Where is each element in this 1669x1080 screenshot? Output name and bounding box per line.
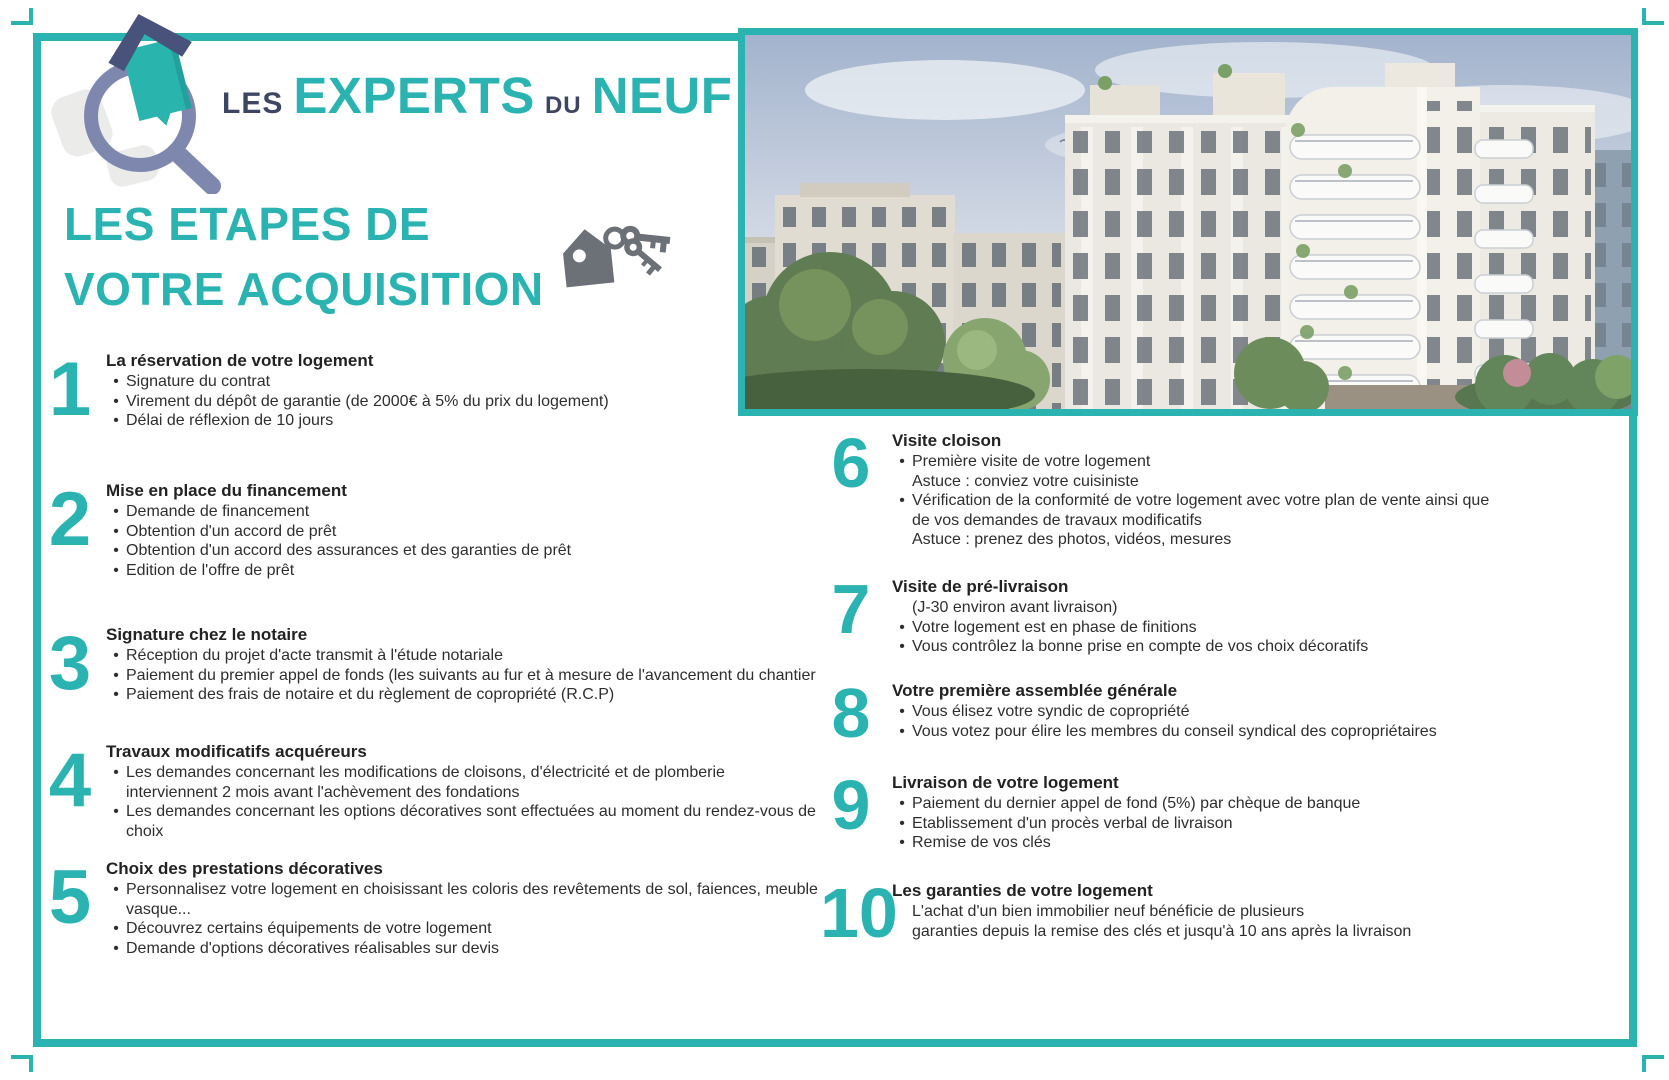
step-item-text: Demande d'options décoratives réalisables sur devis [126,939,500,957]
step-3 [44,621,820,706]
step-content [892,772,1500,853]
house-keys-icon [552,210,683,310]
step-item [892,472,1500,492]
step-item-text: Personnalisez votre logement en choisissant les coloris des revêtements de sol, faiences, meuble vasque... [126,881,818,918]
bullet-spacer [892,922,912,942]
step-content [106,741,820,841]
bullet-dot: • [113,666,119,684]
step-heading: La réservation de votre logement [106,351,374,370]
step-number: 5 [48,855,92,940]
step-item [106,802,820,841]
step-item-text: Vous élisez votre syndic de copropriété [912,703,1190,720]
wordmark-neuf: NEUF [591,67,733,124]
step-heading: Les garanties de votre logement [892,881,1153,900]
step-heading: Votre première assemblée générale [892,681,1178,700]
step-item [892,452,1500,472]
step-number: 7 [831,570,871,648]
step-item-text: Réception du projet d'acte transmit à l'étude notariale [126,647,503,664]
bullet-dot: • [113,412,119,429]
step-item-text: Découvrez certains équipements de votre logement [126,920,492,937]
step-item [892,637,1500,657]
bullet-dot: • [113,522,119,540]
step-number: 8 [831,674,871,752]
step-item-text: Paiement des frais de notaire et du règlement de copropriété (R.C.P) [126,686,615,703]
bullet-dot: • [899,618,905,636]
step-number: 6 [831,424,871,502]
step-item-text: L'achat d'un bien immobilier neuf bénéficie de plusieurs [912,903,1305,920]
bullet-dot: • [899,834,905,851]
step-heading: Signature chez le notaire [106,625,308,644]
step-item-text: (J-30 environ avant livraison) [912,599,1118,616]
wordmark-du: DU [544,92,582,119]
corner-mark-bottom-left [11,1055,33,1072]
step-item [106,502,820,522]
bullet-spacer [892,598,912,618]
bullet-dot: • [113,373,119,390]
bullet-dot: • [113,542,119,559]
corner-mark-top-right [1642,8,1664,25]
step-item-text: Paiement du dernier appel de fond (5%) par chèque de banque [912,795,1361,812]
step-1 [44,347,820,432]
step-item [106,685,820,705]
magnifier-house-icon [50,0,230,194]
step-item-text: Vous contrôlez la bonne prise en compte de vos choix décoratifs [912,638,1369,655]
step-item-text: Signature du contrat [126,373,271,390]
step-item-text: Vérification de la conformité de votre logement avec votre plan de vente ainsi que de vos demandes de travaux modificatifs [912,492,1490,529]
page-title [64,192,544,322]
bullet-dot: • [113,686,119,703]
step-item [892,794,1500,814]
step-heading: Visite de pré-livraison [892,577,1069,596]
bullet-spacer [892,472,912,492]
step-item [892,814,1500,834]
step-item-text: Vous votez pour élire les membres du conseil syndical des copropriétaires [912,722,1437,740]
step-number: 2 [48,477,92,562]
step-item-text: Paiement du premier appel de fonds (les suivants au fur et à mesure de l'avancement du chantier [126,666,816,684]
step-4 [44,738,820,841]
bullet-dot: • [113,881,119,898]
step-2 [44,477,820,580]
step-item-text: Astuce : prenez des photos, vidéos, mesures [912,531,1232,548]
step-item [892,922,1500,942]
step-item [892,902,1500,922]
step-content [106,480,820,580]
step-item-text: Votre logement est en phase de finitions [912,618,1197,636]
step-item [106,522,820,542]
corner-mark-top-left [11,8,33,25]
step-item [892,530,1500,550]
step-item-text: Demande de financement [126,503,310,520]
bullet-dot: • [113,764,119,781]
step-number: 9 [831,766,871,844]
step-item [106,392,820,412]
bullet-dot: • [899,703,905,720]
bullet-spacer [892,530,912,550]
step-heading: Visite cloison [892,431,1002,450]
step-item [106,372,820,392]
step-item-text: garanties depuis la remise des clés et jusqu'à 10 ans après la livraison [912,922,1412,940]
step-9 [820,766,1500,853]
wordmark-experts: EXPERTS [293,67,535,124]
bullet-dot: • [899,453,905,470]
step-item-text: Les demandes concernant les options décoratives sont effectuées au moment du rendez-vous de choix [126,803,816,840]
step-content [106,350,820,431]
step-item-text: Les demandes concernant les modifications de cloisons, d'électricité et de plomberie interviennent 2 mois avant l'achèvement des fondations [126,764,725,801]
step-heading: Mise en place du financement [106,481,347,500]
step-content [892,880,1500,941]
step-heading: Choix des prestations décoratives [106,859,383,878]
magnifier-house-svg [50,0,230,194]
building-photo [738,28,1638,416]
corner-mark-bottom-right [1642,1055,1664,1072]
step-6 [820,424,1500,550]
step-item [892,618,1500,638]
step-content [892,430,1500,550]
step-content [892,576,1500,657]
step-item [892,598,1500,618]
step-number: 1 [48,347,92,432]
step-item [106,939,820,959]
step-5 [44,855,820,958]
bullet-dot: • [113,803,119,820]
step-item [106,646,820,666]
step-item-text: Remise de vos clés [912,834,1051,851]
bullet-dot: • [113,939,119,957]
bullet-dot: • [899,722,905,740]
step-10 [820,874,1500,952]
step-heading: Travaux modificatifs acquéreurs [106,742,367,761]
step-item-text: Obtention d'un accord des assurances et des garanties de prêt [126,542,572,559]
step-item [106,541,820,561]
bullet-dot: • [113,503,119,520]
step-item-text: Virement du dépôt de garantie (de 2000€ à 5% du prix du logement) [126,392,609,410]
bullet-dot: • [899,795,905,812]
step-item [106,880,820,919]
wordmark-les: LES [222,87,284,120]
step-item [106,666,820,686]
bullet-dot: • [899,814,905,832]
bullet-spacer [892,902,912,922]
step-heading: Livraison de votre logement [892,773,1119,792]
step-item-text: Première visite de votre logement [912,453,1151,470]
step-8 [820,674,1500,752]
page-title-line1: LES ETAPES DE [64,198,431,250]
step-content [892,680,1500,741]
step-item [106,411,820,431]
step-number: 10 [820,874,898,952]
bullet-dot: • [899,492,905,509]
bullet-dot: • [113,561,119,579]
step-item [892,702,1500,722]
step-number: 4 [48,738,92,823]
bullet-dot: • [113,392,119,410]
brand-wordmark [222,66,732,125]
step-item [892,491,1500,530]
step-item [106,763,820,802]
step-item-text: Astuce : conviez votre cuisiniste [912,472,1139,490]
step-item-text: Délai de réflexion de 10 jours [126,412,334,429]
step-item [892,833,1500,853]
step-7 [820,570,1500,657]
bullet-dot: • [899,638,905,655]
step-item-text: Obtention d'un accord de prêt [126,522,337,540]
page-title-line2: VOTRE ACQUISITION [64,263,544,315]
house-keys-svg [552,210,683,310]
step-content [106,624,820,705]
step-number: 3 [48,621,92,706]
bullet-dot: • [113,920,119,937]
building-photo-svg [745,35,1631,409]
step-item-text: Etablissement d'un procès verbal de livraison [912,814,1233,832]
step-item [106,919,820,939]
step-item [892,722,1500,742]
bullet-dot: • [113,647,119,664]
step-item [106,561,820,581]
step-content [106,858,820,958]
step-item-text: Edition de l'offre de prêt [126,561,295,579]
